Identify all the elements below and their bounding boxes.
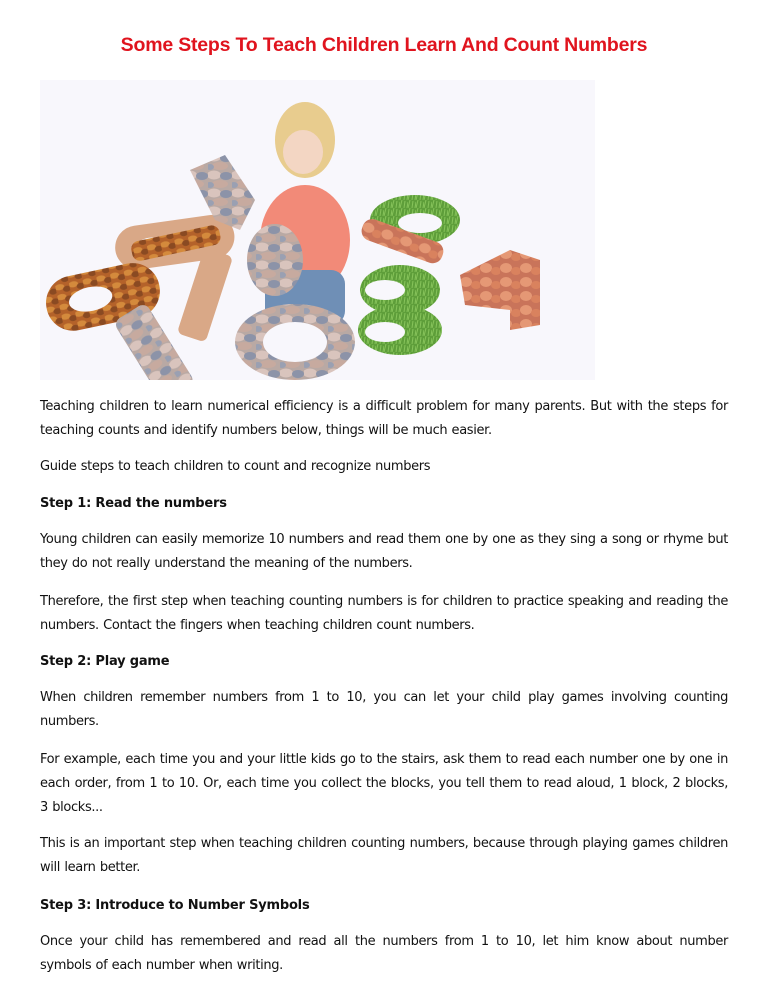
step-2-paragraph-3: This is an important step when teaching children counting numbers, because through playing games children will learn better. [40, 836, 728, 875]
step-1-heading: Step 1: Read the numbers [40, 496, 227, 511]
step-2-paragraph-1: When children remember numbers from 1 to 10, you can let your child play games involving counting numbers. [40, 690, 728, 729]
step-2-heading: Step 2: Play game [40, 654, 170, 669]
step-2-paragraph-2: For example, each time you and your little kids go to the stairs, ask them to read each number one by one in each order, from 1 to 10. Or, each time you collect the blocks, you tell them to read aloud, 1 block, 2 blocks, 3 blocks... [40, 752, 728, 815]
guide-paragraph: Guide steps to teach children to count and recognize numbers [40, 459, 431, 474]
step-1-paragraph-1: Young children can easily memorize 10 numbers and read them one by one as they sing a song or rhyme but they do not really understand the meaning of the numbers. [40, 532, 728, 571]
step-3-heading: Step 3: Introduce to Number Symbols [40, 898, 310, 913]
photo-child-with-numbers-icon [40, 80, 595, 380]
intro-paragraph: Teaching children to learn numerical efficiency is a difficult problem for many parents. But with the steps for teaching counts and identify numbers below, things will be much easier. [40, 399, 728, 438]
page-title: Some Steps To Teach Children Learn And Count Numbers [120, 34, 648, 56]
step-3-paragraph-1: Once your child has remembered and read all the numbers from 1 to 10, let him know about number symbols of each number when writing. [40, 934, 728, 973]
step-1-paragraph-2: Therefore, the first step when teaching counting numbers is for children to practice speaking and reading the numbers. Contact the fingers when teaching children count numbers. [40, 594, 728, 633]
hero-image [40, 80, 595, 380]
